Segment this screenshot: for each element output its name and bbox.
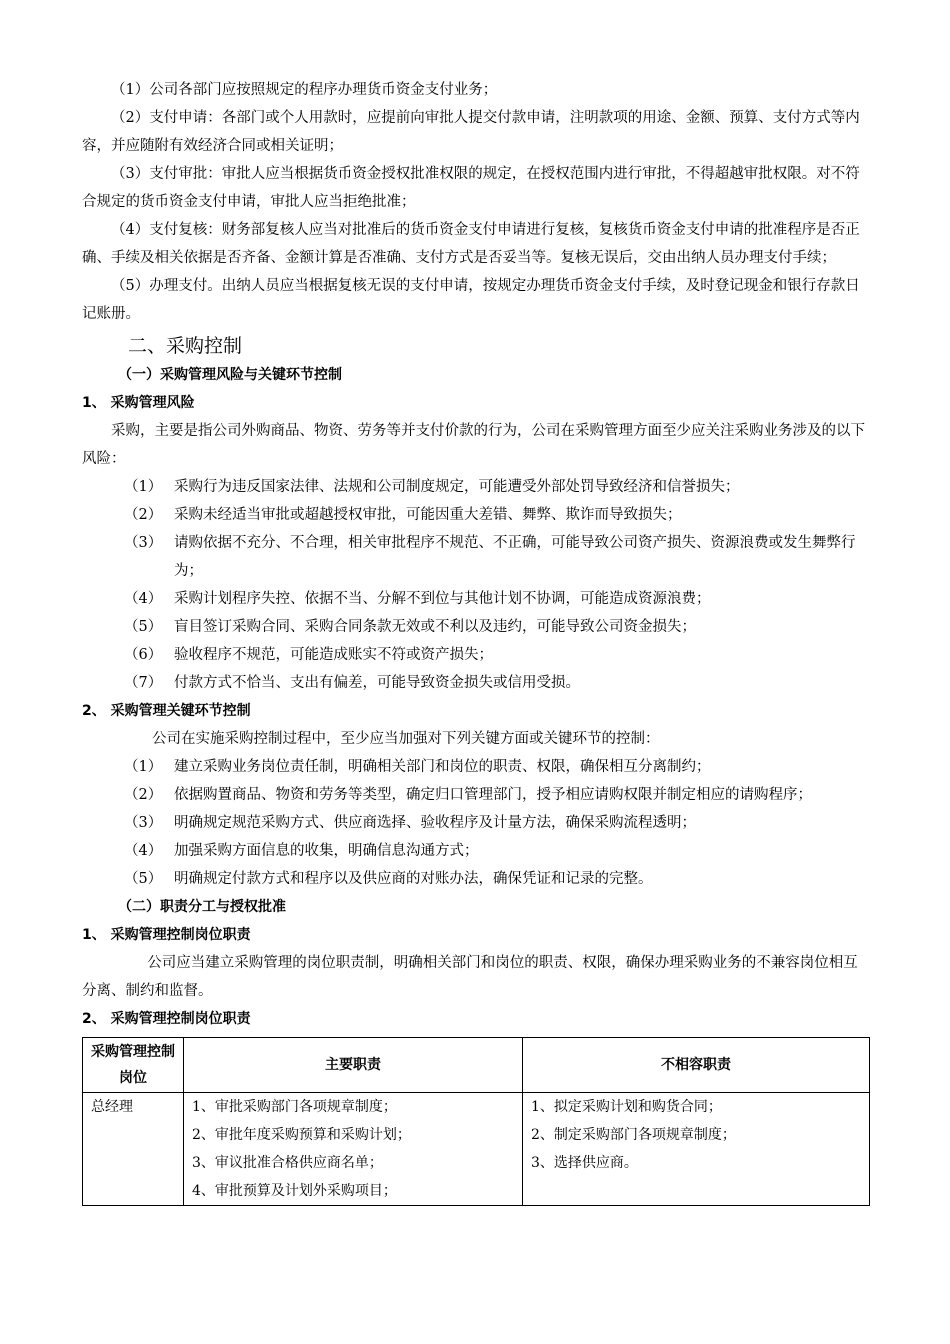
list-item [82,529,870,585]
list-item [82,501,870,529]
payment-step-3: （3）支付审批：审批人应当根据货币资金授权批准权限的规定，在授权范围内进行审批，不得超越审批权限。对不符合规定的货币资金支付申请，审批人应当拒绝批准； [82,166,860,210]
list-item-number: （7） [124,675,163,691]
list-item-number: （5） [124,871,163,887]
list-item-text: 采购未经适当审批或超越授权审批，可能因重大差错、舞弊、欺诈而导致损失； [174,507,682,523]
table-row [83,1093,870,1206]
list-item [82,669,870,697]
duty-heading-2: 2、 采购管理控制岗位职责 [82,1011,251,1027]
list-item [82,781,870,809]
table-header-position: 采购管理控制岗位 [83,1038,184,1093]
list-item [82,865,870,893]
list-item-number: （4） [124,591,163,607]
key-control-list [82,753,870,893]
list-item-text: 加强采购方面信息的收集，明确信息沟通方式； [174,843,479,859]
incompatible-duty-line: 2、制定采购部门各项规章制度； [531,1127,736,1143]
duty-table [82,1037,870,1206]
list-item-number: （1） [124,479,163,495]
subsection-title-2: （二）职责分工与授权批准 [118,899,286,915]
list-item-number: （1） [124,759,163,775]
list-item [82,753,870,781]
list-item-text: 采购计划程序失控、依据不当、分解不到位与其他计划不协调，可能造成资源浪费； [174,591,711,607]
subsection-title-1: （一）采购管理风险与关键环节控制 [118,367,342,383]
list-item-number: （3） [124,535,163,551]
payment-step-4: （4）支付复核：财务部复核人应当对批准后的货币资金支付申请进行复核，复核货币资金支付申请的批准程序是否正确、手续及相关依据是否齐备、金额计算是否准确、支付方式是否妥当等。复核无误后，交由出纳人员办理支付手续； [82,222,860,266]
list-item-text: 盲目签订采购合同、采购合同条款无效或不利以及违约，可能导致公司资金损失； [174,619,696,635]
list-item [82,641,870,669]
key-control-heading: 2、 采购管理关键环节控制 [82,703,251,719]
risk-intro: 采购，主要是指公司外购商品、物资、劳务等并支付价款的行为，公司在采购管理方面至少应关注采购业务涉及的以下风险： [82,423,865,467]
list-item-number: （2） [124,507,163,523]
payment-step-1: （1）公司各部门应按照规定的程序办理货币资金支付业务； [111,82,498,98]
list-item-text: 依据购置商品、物资和劳务等类型，确定归口管理部门，授予相应请购权限并制定相应的请购程序； [174,787,812,803]
list-item-text: 采购行为违反国家法律、法规和公司制度规定，可能遭受外部处罚导致经济和信誉损失； [174,479,740,495]
table-cell-incompatible-duties [523,1093,870,1206]
key-control-intro: 公司在实施采购控制过程中，至少应当加强对下列关键方面或关键环节的控制： [152,731,660,747]
list-item-text: 建立采购业务岗位责任制，明确相关部门和岗位的职责、权限，确保相互分离制约； [174,759,711,775]
list-item-text: 验收程序不规范，可能造成账实不符或资产损失； [174,647,493,663]
main-duty-line: 1、审批采购部门各项规章制度； [192,1099,397,1115]
incompatible-duty-line: 3、选择供应商。 [531,1155,638,1171]
section-title: 二、采购控制 [128,335,243,357]
list-item [82,809,870,837]
list-item-number: （4） [124,843,163,859]
list-item-number: （5） [124,619,163,635]
duty-intro: 公司应当建立采购管理的岗位职责制，明确相关部门和岗位的职责、权限，确保办理采购业务的不兼容岗位相互分离、制约和监督。 [82,955,858,999]
incompatible-duty-line: 1、拟定采购计划和购货合同； [531,1099,722,1115]
list-item [82,837,870,865]
list-item [82,473,870,501]
list-item-number: （2） [124,787,163,803]
risk-heading: 1、 采购管理风险 [82,395,195,411]
table-header-main-duties: 主要职责 [184,1038,523,1093]
list-item [82,613,870,641]
table-cell-position: 总经理 [83,1093,184,1206]
payment-step-5: （5）办理支付。出纳人员应当根据复核无误的支付申请，按规定办理货币资金支付手续，及时登记现金和银行存款日记账册。 [82,278,860,322]
list-item-text: 付款方式不恰当、支出有偏差，可能导致资金损失或信用受损。 [174,675,580,691]
table-header-incompatible-duties: 不相容职责 [523,1038,870,1093]
document-page [82,76,870,1206]
table-cell-main-duties [184,1093,523,1206]
list-item-text: 明确规定付款方式和程序以及供应商的对账办法，确保凭证和记录的完整。 [174,871,653,887]
main-duty-line: 2、审批年度采购预算和采购计划； [192,1127,411,1143]
list-item-text: 明确规定规范采购方式、供应商选择、验收程序及计量方法，确保采购流程透明； [174,815,696,831]
list-item-number: （6） [124,647,163,663]
main-duty-line: 4、审批预算及计划外采购项目； [192,1183,397,1199]
duty-heading-1: 1、 采购管理控制岗位职责 [82,927,251,943]
risk-list [82,473,870,697]
list-item-text: 请购依据不充分、不合理，相关审批程序不规范、不正确，可能导致公司资产损失、资源浪费或发生舞弊行为； [174,535,856,579]
list-item-number: （3） [124,815,163,831]
list-item [82,585,870,613]
main-duty-line: 3、审议批准合格供应商名单； [192,1155,383,1171]
payment-step-2: （2）支付申请：各部门或个人用款时，应提前向审批人提交付款申请，注明款项的用途、金额、预算、支付方式等内容，并应随附有效经济合同或相关证明； [82,110,860,154]
table-header-row [83,1038,870,1093]
